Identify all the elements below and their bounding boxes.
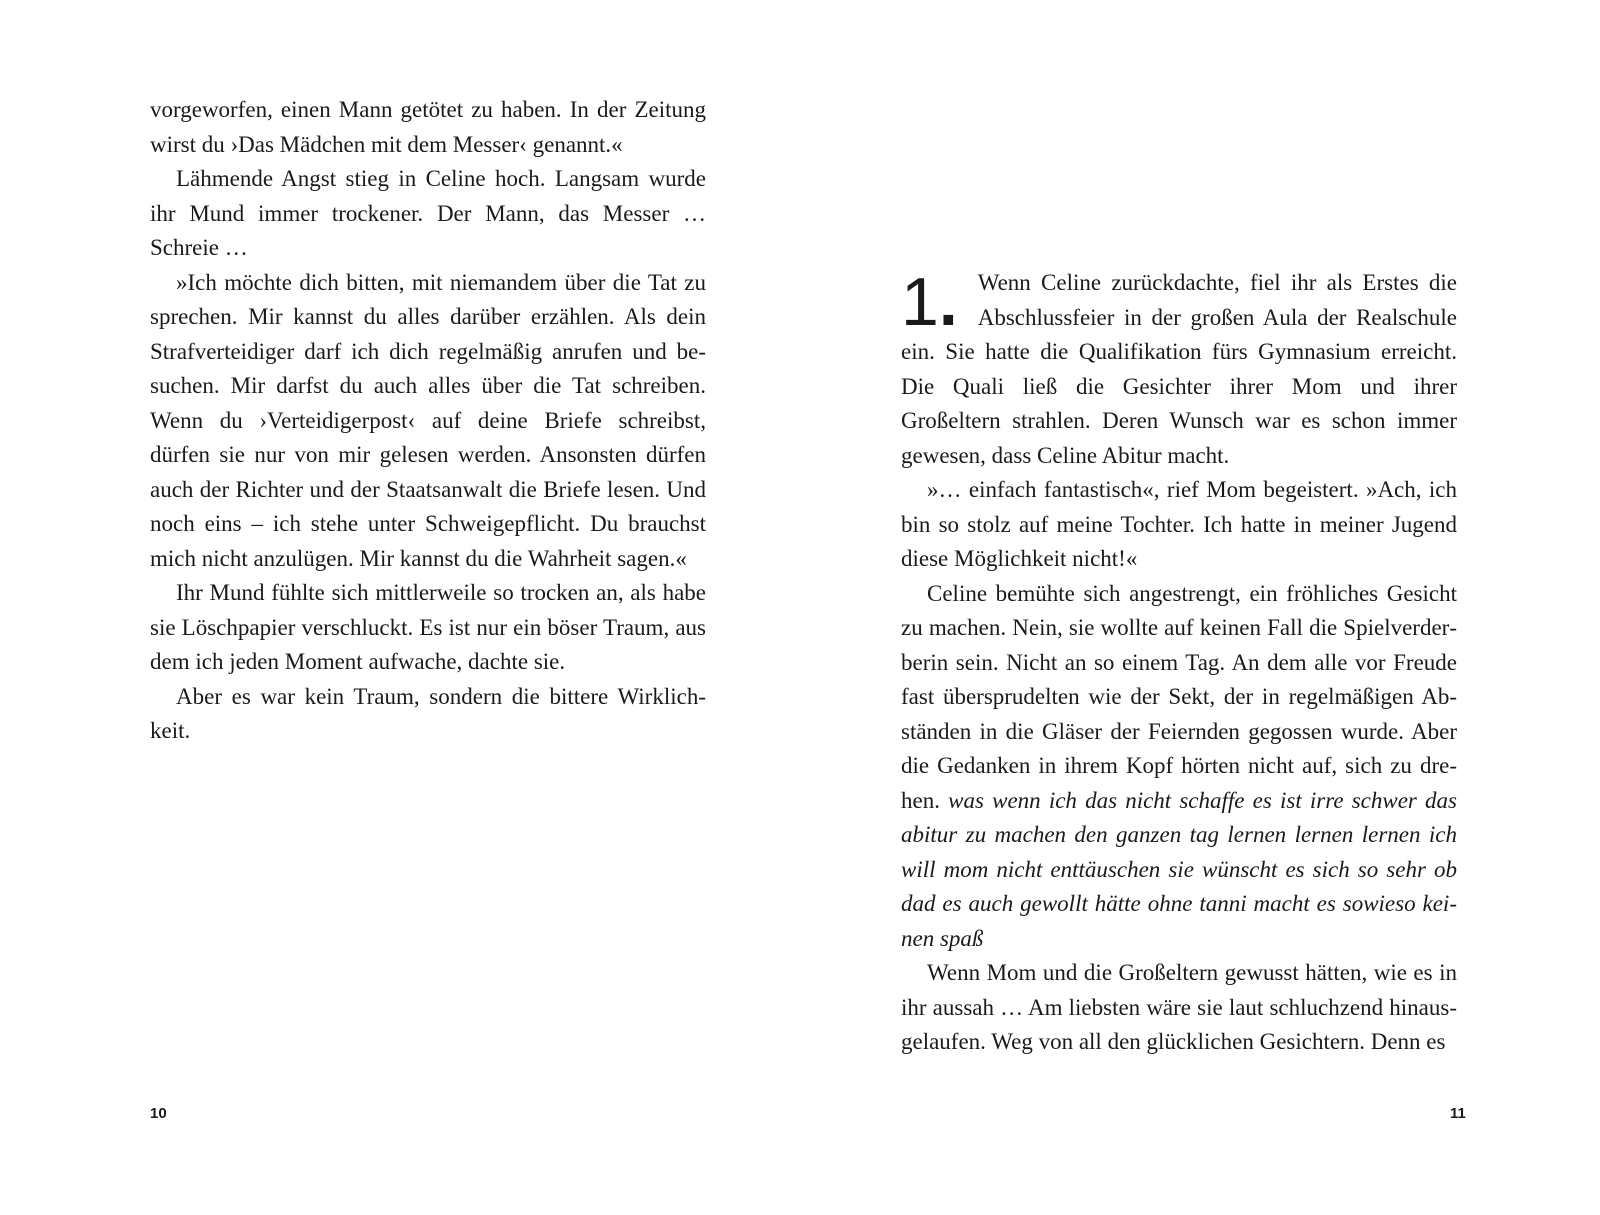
paragraph: Wenn Mom und die Großeltern gewusst hätten, wie es in ihr aussah … Am liebsten wäre sie laut schluchzend hinausgelaufen. Weg von all den glücklichen Gesichtern. Denn es (901, 960, 1457, 1054)
page-number: 10 (150, 1105, 167, 1122)
paragraph: vorgeworfen, einen Mann getötet zu haben. In der Zeitung wirst du ›Das Mädchen mit dem Messer‹ genannt.« (150, 97, 706, 157)
chapter-number (901, 264, 958, 340)
chapter-number-digit: 1 (901, 264, 939, 340)
right-page (800, 0, 1600, 1215)
paragraph: Aber es war kein Traum, sondern die bittere Wirklichkeit. (150, 683, 706, 743)
paragraph: Ihr Mund fühlte sich mittlerweile so trocken an, als habe sie Löschpapier verschluckt. Es ist nur ein böser Traum, aus dem ich jeden Moment aufwache, dachte sie. (150, 580, 706, 674)
paragraph: »… einfach fantastisch«, rief Mom begeistert. »Ach, ich bin so stolz auf meine Tochter. Ich hatte in meiner Jugend diese Möglichkeit nicht!« (901, 477, 1457, 571)
left-page-text (150, 93, 706, 749)
paragraph-text: Celine bemühte sich angestrengt, ein fröhliches Gesicht zu machen. Nein, sie wollte auf keinen Fall die Spielverderberin sein. Nicht an so einem Tag. An dem alle vor Freude fast übersprudelten wie der Sekt, der in regelmäßigen Abständen in die Gläser der Feiernden gegossen wurde. Aber die Gedanken in ihrem Kopf hörten nicht auf, sich zu drehen. (901, 580, 1457, 813)
paragraph: Lähmende Angst stieg in Celine hoch. Langsam wurde ihr Mund immer trockener. Der Mann, das Messer … Schreie … (150, 166, 706, 260)
paragraph: Wenn Celine zurückdachte, fiel ihr als Erstes die Abschlussfeier in der großen Aula der Realschule ein. Sie hatte die Qualifikation fürs Gymnasium erreicht. Die Quali ließ die Gesichter ihrer Mom und ihrer Großeltern strahlen. Deren Wunsch war es schon immer gewesen, dass Celine Abitur macht. (901, 270, 1457, 468)
paragraph (901, 577, 1457, 957)
page-number: 11 (1450, 1105, 1466, 1122)
paragraph: »Ich möchte dich bitten, mit niemandem über die Tat zu sprechen. Mir kannst du alles darüber erzählen. Als dein Strafverteidiger darf ich dich regelmäßig anrufen und besuchen. Mir darfst du auch alles über die Tat schreiben. Wenn du ›Verteidigerpost‹ auf deine Briefe schreibst, dürfen sie nur von mir gelesen werden. Ansonsten dürfen auch der Richter und der Staatsanwalt die Briefe lesen. Und noch eins – ich stehe unter Schweigepflicht. Du brauchst mich nicht anzulügen. Mir kannst du die Wahrheit sagen.« (150, 269, 706, 571)
chapter-number-dot: . (938, 264, 958, 340)
inner-thoughts-text: was wenn ich das nicht schaffe es ist irre schwer das abitur zu machen den ganzen tag lernen lernen lernen ich will mom nicht enttäuschen sie wünscht es sich so sehr ob dad es auch gewollt hätte ohne tanni macht es sowieso keinen spaß (901, 787, 1457, 951)
right-page-text (901, 266, 1457, 1060)
